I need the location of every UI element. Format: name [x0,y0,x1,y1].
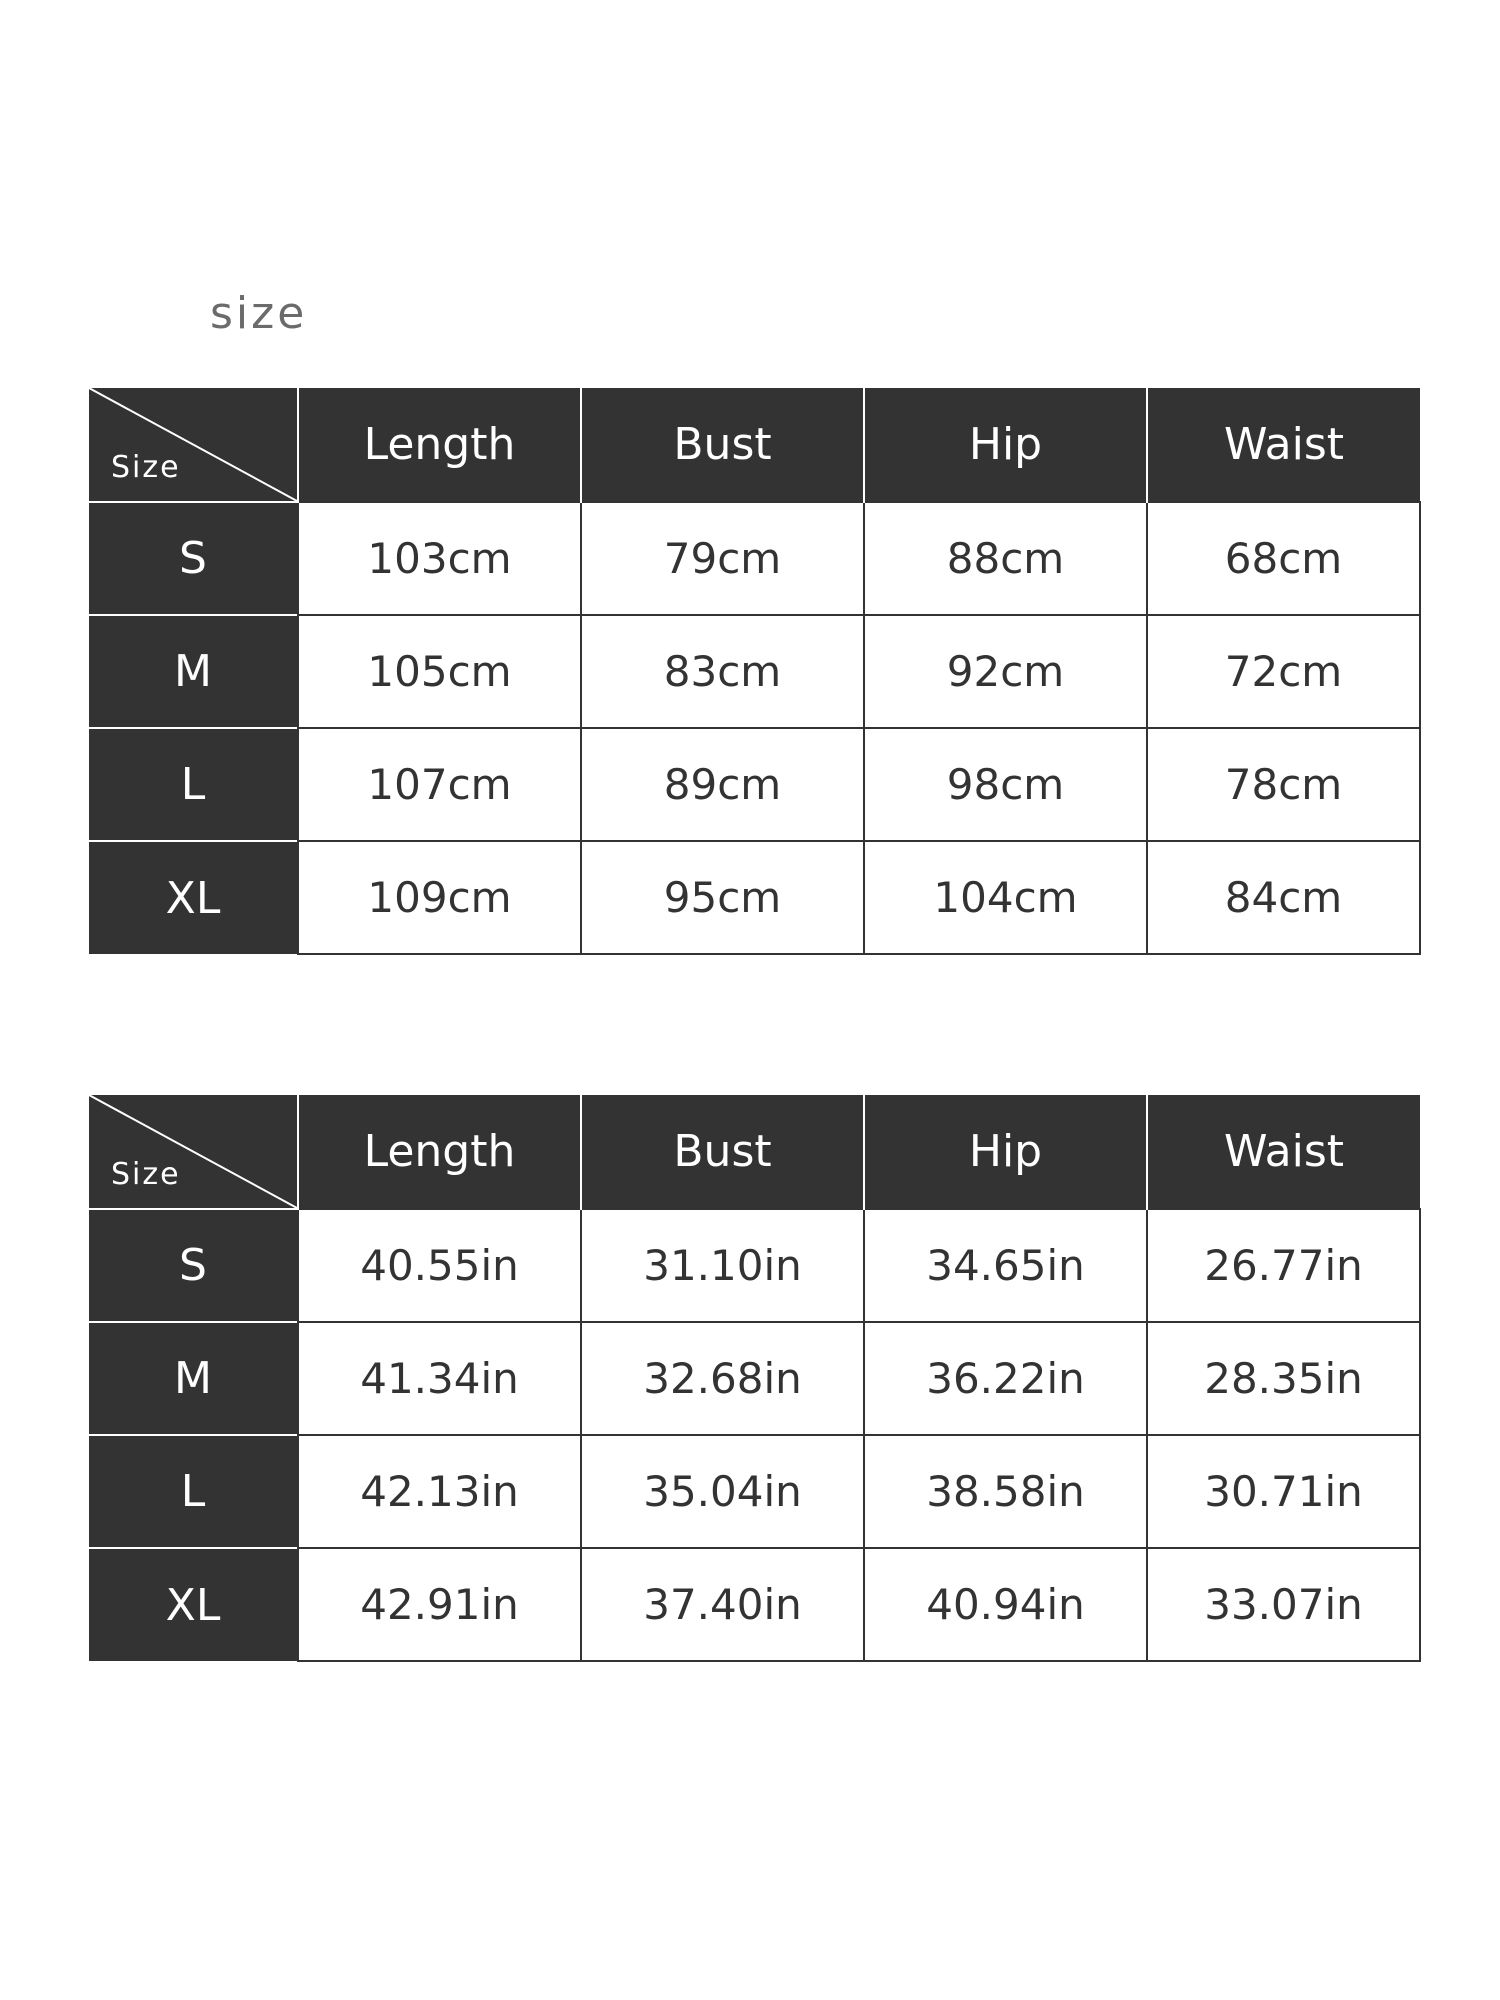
column-header-bust: Bust [581,388,864,502]
cell-bust: 37.40in [581,1548,864,1661]
cell-bust: 79cm [581,502,864,615]
cell-hip: 34.65in [864,1209,1147,1322]
page-title: size [210,288,308,339]
cell-waist: 78cm [1147,728,1420,841]
cell-hip: 104cm [864,841,1147,954]
cell-waist: 33.07in [1147,1548,1420,1661]
cell-waist: 72cm [1147,615,1420,728]
table-row [89,502,1420,615]
cell-waist: 84cm [1147,841,1420,954]
table-row [89,615,1420,728]
cell-hip: 98cm [864,728,1147,841]
column-header-waist: Waist [1147,1095,1420,1209]
row-header-size: M [89,1322,298,1435]
row-header-size: S [89,1209,298,1322]
cell-hip: 38.58in [864,1435,1147,1548]
cell-hip: 36.22in [864,1322,1147,1435]
cell-waist: 28.35in [1147,1322,1420,1435]
cell-length: 40.55in [298,1209,581,1322]
row-header-size: L [89,728,298,841]
column-header-hip: Hip [864,388,1147,502]
cell-hip: 40.94in [864,1548,1147,1661]
column-header-length: Length [298,388,581,502]
cell-length: 42.91in [298,1548,581,1661]
cell-waist: 30.71in [1147,1435,1420,1548]
table-header-row [89,388,1420,502]
corner-header-cell [89,388,298,502]
table-row [89,1548,1420,1661]
cell-bust: 35.04in [581,1435,864,1548]
size-chart-cm-table [89,388,1421,955]
corner-header-cell [89,1095,298,1209]
corner-size-label: Size [111,450,181,485]
row-header-size: XL [89,1548,298,1661]
table-row [89,1322,1420,1435]
cell-bust: 95cm [581,841,864,954]
cell-bust: 32.68in [581,1322,864,1435]
row-header-size: M [89,615,298,728]
cell-bust: 83cm [581,615,864,728]
cell-length: 41.34in [298,1322,581,1435]
size-chart-in-table [89,1095,1421,1662]
cell-hip: 88cm [864,502,1147,615]
cell-length: 105cm [298,615,581,728]
cell-length: 107cm [298,728,581,841]
table-row [89,841,1420,954]
column-header-length: Length [298,1095,581,1209]
cell-bust: 31.10in [581,1209,864,1322]
row-header-size: XL [89,841,298,954]
cell-length: 103cm [298,502,581,615]
row-header-size: L [89,1435,298,1548]
cell-bust: 89cm [581,728,864,841]
column-header-hip: Hip [864,1095,1147,1209]
table-header-row [89,1095,1420,1209]
table-row [89,1209,1420,1322]
column-header-waist: Waist [1147,388,1420,502]
cell-length: 42.13in [298,1435,581,1548]
cell-hip: 92cm [864,615,1147,728]
row-header-size: S [89,502,298,615]
cell-waist: 68cm [1147,502,1420,615]
corner-size-label: Size [111,1157,181,1192]
table-row [89,1435,1420,1548]
column-header-bust: Bust [581,1095,864,1209]
table-row [89,728,1420,841]
cell-length: 109cm [298,841,581,954]
cell-waist: 26.77in [1147,1209,1420,1322]
